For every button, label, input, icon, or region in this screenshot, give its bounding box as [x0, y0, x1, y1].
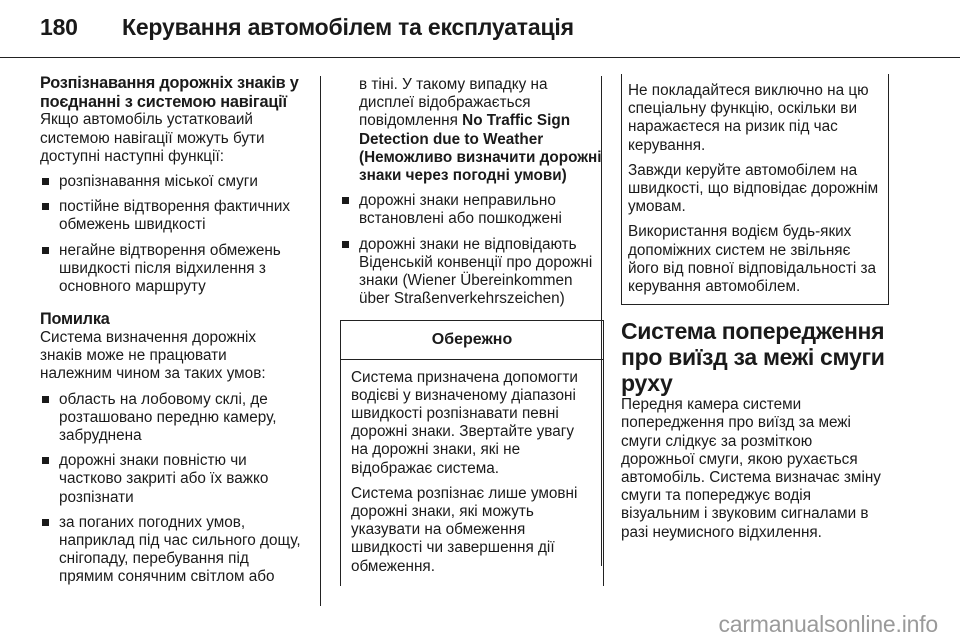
error-paragraph: Система визначення дорожніх знаків може не працювати належним чином за таких умов:	[40, 328, 266, 383]
section-heading-error: Помилка	[40, 310, 110, 329]
list-item: дорожні знаки неправильно встановлені або пошкоджені	[340, 192, 602, 228]
column-divider-1	[320, 76, 321, 606]
caution-body	[341, 360, 603, 586]
lane-departure-paragraph: Передня камера системи попередження про виїзд за межі смуги слідкує за розміткою дорожньої смуги, якою рухається автомобіль. Система визначає зміну смуги та попереджує водія візуальним і звуковим сигналами в разі неумисного відхилення.	[621, 396, 881, 541]
header-rule	[0, 57, 960, 58]
intro-paragraph: Якщо автомобіль устатковаий системою навігації можуть бути доступні наступні функції:	[40, 111, 265, 165]
condition-list	[40, 391, 302, 587]
caution-paragraph: Використання водієм будь-яких допоміжних систем не звільняє його від повної відповідальності за керування автомобілем.	[628, 223, 876, 296]
section-heading-lane-departure: Система попередження про виїзд за межі смуги руху	[621, 318, 885, 397]
chapter-title: Керування автомобілем та експлуатація	[122, 14, 574, 40]
feature-list	[40, 173, 302, 296]
list-item: дорожні знаки повністю чи частково закриті або їх важко розпізнати	[40, 452, 302, 507]
caution-box-continued	[621, 74, 889, 305]
column-3	[621, 74, 889, 542]
caution-box	[340, 320, 604, 585]
caution-paragraph: Не покладайтеся виключно на цю спеціальну функцію, оскільки ви наражаєтеся на ризик під час керування.	[628, 82, 869, 154]
condition-list-cont	[340, 192, 602, 308]
column-2	[340, 76, 602, 586]
caution-paragraph: Завжди керуйте автомобілем на швидкості, що відповідає дорожнім умовам.	[628, 161, 879, 216]
caution-paragraph: Система призначена допомогти водієві у визначеному діапазоні швидкості розпізнавати певні дорожні знаки. Звертайте увагу на дорожні знаки, які не відображає система.	[351, 368, 578, 477]
list-item: дорожні знаки не відповідають Віденській конвенції про дорожні знаки (Wiener Übereinkommen über Straßenverkehrszeichen)	[340, 236, 602, 309]
caution-paragraph: Система розпізнає лише умовні дорожні знаки, які можуть указувати на обмеження швидкості чи завершення дії обмеження.	[351, 484, 578, 575]
list-item: постійне відтворення фактичних обмежень швидкості	[40, 198, 302, 234]
continuation-paragraph	[340, 76, 602, 185]
column-1	[40, 74, 302, 587]
list-item: за поганих погодних умов, наприклад під час сильного дощу, снігопаду, перебування під прямим сонячним світлом або	[40, 514, 302, 587]
caution-title: Обережно	[341, 321, 603, 359]
page-header	[40, 14, 574, 41]
list-item: розпізнавання міської смуги	[40, 173, 302, 191]
section-heading-sign-recognition: Розпізнавання дорожніх знаків у поєднанні з системою навігації	[40, 74, 299, 111]
list-item: область на лобовому склі, де розташовано передню камеру, забруднена	[40, 391, 302, 446]
page-number: 180	[40, 14, 78, 40]
list-item: негайне відтворення обмежень швидкості після відхилення з основного маршруту	[40, 242, 302, 297]
watermark: carmanualsonline.info	[718, 611, 938, 637]
continuation-text: в тіні. У такому випадку на дисплеї відображається повідомлення	[359, 76, 548, 130]
display-message: No Traffic Sign Detection due to Weather (Неможливо визначити дорожні знаки через погодні умови)	[359, 112, 602, 185]
